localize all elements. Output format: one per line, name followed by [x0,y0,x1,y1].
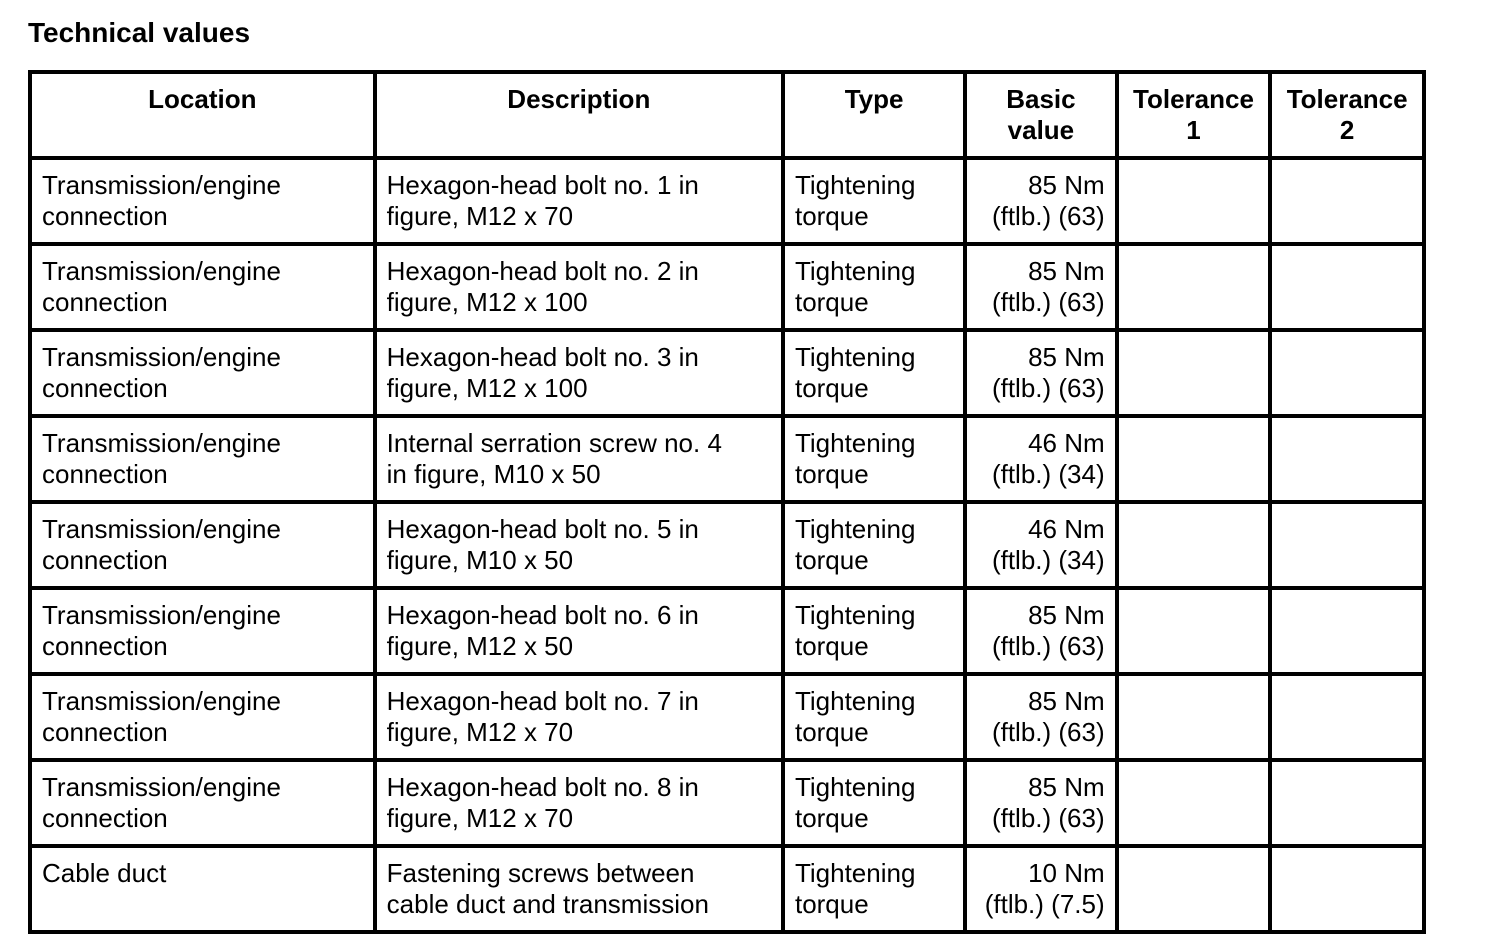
cell-tolerance-1 [1117,674,1271,760]
cell-location [30,244,375,330]
cell-description [375,158,783,244]
cell-description-line: figure, M10 x 50 [386,545,574,575]
cell-description-line: figure, M12 x 70 [386,717,574,747]
header-type: Type [783,72,965,158]
cell-type [783,244,965,330]
cell-tolerance-1 [1117,502,1271,588]
cell-basic-value-line: (ftlb.) (63) [991,287,1105,317]
cell-location-line: connection [42,545,168,575]
cell-basic-value-line: 46 Nm [1028,514,1105,544]
cell-basic-value [965,330,1116,416]
cell-type [783,416,965,502]
cell-type [783,588,965,674]
cell-description-line: Hexagon-head bolt no. 3 in [386,342,699,372]
cell-tolerance-1 [1117,846,1271,932]
technical-values-table [28,70,1426,934]
cell-description [375,502,783,588]
cell-basic-value [965,674,1116,760]
cell-description-line: figure, M12 x 100 [386,287,588,317]
cell-description [375,846,783,932]
cell-location-line: Transmission/engine [42,686,281,716]
cell-basic-value-line: 85 Nm [1028,256,1105,286]
cell-description-line: Hexagon-head bolt no. 7 in [386,686,699,716]
cell-location-line: connection [42,803,168,833]
table-row [30,158,1424,244]
cell-location [30,502,375,588]
cell-basic-value [965,846,1116,932]
cell-description-line: in figure, M10 x 50 [386,459,601,489]
cell-description-line: Hexagon-head bolt no. 1 in [386,170,699,200]
cell-basic-value-line: (ftlb.) (63) [991,717,1105,747]
page-title: Technical values [28,17,251,48]
cell-location-line: Transmission/engine [42,342,281,372]
cell-description [375,588,783,674]
table-row [30,588,1424,674]
cell-description-line: cable duct and transmission [386,889,709,919]
cell-basic-value-line: (ftlb.) (63) [991,201,1105,231]
table-body [30,158,1424,932]
cell-type-line: Tightening [794,428,916,458]
table-row [30,846,1424,932]
cell-type-line: torque [794,373,869,403]
cell-description-line: figure, M12 x 100 [386,373,588,403]
cell-basic-value-line: 10 Nm [1028,858,1105,888]
cell-description-line: Hexagon-head bolt no. 5 in [386,514,699,544]
header-tolerance-2: Tolerance 2 [1270,72,1424,158]
header-tolerance-1: Tolerance 1 [1117,72,1271,158]
table-row [30,502,1424,588]
cell-type-line: Tightening [794,256,916,286]
cell-location-line: Transmission/engine [42,772,281,802]
cell-basic-value [965,588,1116,674]
cell-location [30,674,375,760]
cell-description [375,674,783,760]
header-basic-value: Basic value [965,72,1116,158]
cell-description-line: figure, M12 x 50 [386,631,574,661]
cell-tolerance-1 [1117,588,1271,674]
cell-description-line: Internal serration screw no. 4 [386,428,722,458]
cell-basic-value-line: (ftlb.) (34) [991,545,1105,575]
cell-type [783,502,965,588]
cell-type-line: torque [794,201,869,231]
cell-location [30,846,375,932]
cell-description-line: figure, M12 x 70 [386,803,574,833]
cell-basic-value [965,502,1116,588]
cell-type [783,158,965,244]
table-row [30,244,1424,330]
cell-basic-value [965,760,1116,846]
cell-basic-value-line: 46 Nm [1028,428,1105,458]
cell-tolerance-2 [1270,846,1424,932]
cell-type-line: Tightening [794,170,916,200]
cell-type-line: Tightening [794,600,916,630]
table-row [30,416,1424,502]
cell-location [30,416,375,502]
cell-location-line: Transmission/engine [42,428,281,458]
cell-type-line: torque [794,459,869,489]
cell-location-line: connection [42,287,168,317]
cell-type-line: torque [794,717,869,747]
table-row [30,760,1424,846]
cell-type-line: Tightening [794,514,916,544]
cell-description-line: Hexagon-head bolt no. 2 in [386,256,699,286]
cell-location-line: connection [42,459,168,489]
cell-tolerance-1 [1117,760,1271,846]
cell-location-line: Transmission/engine [42,256,281,286]
cell-location-line: Cable duct [42,858,167,888]
cell-basic-value-line: (ftlb.) (63) [991,373,1105,403]
cell-basic-value-line: (ftlb.) (63) [991,803,1105,833]
cell-location-line: connection [42,201,168,231]
cell-description-line: Hexagon-head bolt no. 8 in [386,772,699,802]
cell-basic-value [965,416,1116,502]
table-header-row [30,72,1424,158]
cell-basic-value-line: 85 Nm [1028,342,1105,372]
cell-type [783,674,965,760]
cell-tolerance-2 [1270,244,1424,330]
header-location: Location [30,72,375,158]
cell-location-line: connection [42,373,168,403]
cell-description [375,416,783,502]
cell-location [30,330,375,416]
header-description: Description [375,72,783,158]
cell-tolerance-1 [1117,158,1271,244]
cell-type [783,760,965,846]
cell-tolerance-2 [1270,158,1424,244]
cell-location-line: Transmission/engine [42,514,281,544]
cell-description [375,330,783,416]
cell-location [30,588,375,674]
cell-location [30,760,375,846]
cell-type [783,846,965,932]
table-row [30,674,1424,760]
cell-basic-value-line: 85 Nm [1028,600,1105,630]
cell-basic-value-line: 85 Nm [1028,170,1105,200]
cell-type-line: torque [794,889,869,919]
cell-tolerance-2 [1270,330,1424,416]
cell-tolerance-1 [1117,330,1271,416]
cell-basic-value-line: (ftlb.) (63) [991,631,1105,661]
cell-tolerance-2 [1270,760,1424,846]
cell-location [30,158,375,244]
cell-description [375,760,783,846]
cell-type-line: torque [794,287,869,317]
cell-tolerance-1 [1117,244,1271,330]
cell-basic-value-line: (ftlb.) (7.5) [984,889,1105,919]
cell-basic-value-line: (ftlb.) (34) [991,459,1105,489]
cell-basic-value [965,244,1116,330]
cell-type-line: Tightening [794,686,916,716]
cell-description-line: Fastening screws between [386,858,695,888]
cell-tolerance-2 [1270,588,1424,674]
cell-type-line: Tightening [794,342,916,372]
cell-description-line: Hexagon-head bolt no. 6 in [386,600,699,630]
cell-location-line: connection [42,631,168,661]
cell-tolerance-1 [1117,416,1271,502]
cell-location-line: Transmission/engine [42,170,281,200]
cell-tolerance-2 [1270,502,1424,588]
cell-basic-value-line: 85 Nm [1028,772,1105,802]
cell-type-line: torque [794,803,869,833]
cell-type [783,330,965,416]
cell-tolerance-2 [1270,674,1424,760]
cell-type-line: Tightening [794,772,916,802]
table-row [30,330,1424,416]
cell-description [375,244,783,330]
cell-type-line: torque [794,631,869,661]
cell-basic-value-line: 85 Nm [1028,686,1105,716]
cell-location-line: Transmission/engine [42,600,281,630]
cell-basic-value [965,158,1116,244]
cell-location-line: connection [42,717,168,747]
cell-type-line: Tightening [794,858,916,888]
cell-type-line: torque [794,545,869,575]
cell-description-line: figure, M12 x 70 [386,201,574,231]
cell-tolerance-2 [1270,416,1424,502]
